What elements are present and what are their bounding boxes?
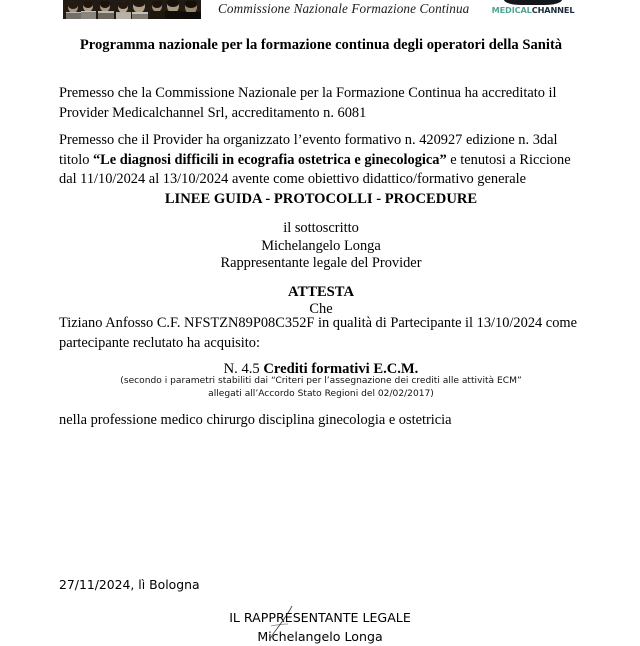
logo-word-channel: CHANNEL — [532, 5, 575, 15]
credits-footnote-line-1: (secondo i parametri stabiliti dai “Criteri per l’assegnazione dei crediti alle attività ECM” — [59, 375, 583, 388]
credits-footnote-line-2: allegati all’Accordo Stato Regioni del 02/02/2017) — [59, 388, 583, 401]
signature-block — [160, 609, 480, 646]
logo-word-medical: MEDICAL — [492, 5, 532, 15]
undersigned-name: Michelangelo Longa — [59, 238, 583, 256]
premesso-evento-text-a: Premesso che il Provider ha organizzato l’evento formativo n. 420927 edizione n. 3dal titolo — [59, 132, 557, 168]
document-header — [0, 0, 640, 26]
che-label: Che — [59, 300, 583, 320]
credits-amount: N. 4.5 — [224, 361, 264, 377]
date-and-place: 27/11/2024, lì Bologna — [59, 576, 200, 593]
paragraph-premesso-accreditamento: Premesso che la Commissione Nazionale per la Formazione Continua ha accreditato il Provider Medicalchannel Srl, accreditamento n. 6081 — [59, 84, 585, 123]
credits-label: Crediti formativi E.C.M. — [263, 361, 418, 377]
attesta-heading: ATTESTA — [59, 283, 583, 303]
training-objective: LINEE GUIDA - PROTOCOLLI - PROCEDURE — [59, 190, 583, 210]
undersigned-label: il sottoscritto — [59, 220, 583, 238]
signer-role: IL RAPPRESENTANTE LEGALE — [160, 609, 480, 628]
profession-line: nella professione medico chirurgo disciplina ginecologia e ostetricia — [59, 411, 585, 431]
page-title: Programma nazionale per la formazione continua degli operatori della Sanità — [59, 36, 583, 56]
undersigned-block — [59, 220, 583, 273]
event-title: “Le diagnosi difficili in ecografia ostetrica e ginecologica” — [93, 152, 447, 168]
medicalchannel-logo — [490, 0, 576, 20]
signer-name: Michelangelo Longa — [160, 628, 480, 646]
participant-statement: Tiziano Anfosso C.F. NFSTZN89P08C352F in qualità di Partecipante il 13/10/2024 come partecipante reclutato ha acquisito: — [59, 314, 585, 353]
premesso-evento-text-b: e tenutosi a Riccione dal 11/10/2024 al 13/10/2024 avente come obiettivo didattico/formativo generale — [59, 152, 571, 188]
paragraph-premesso-evento — [59, 131, 585, 190]
logo-wordmark — [490, 5, 576, 15]
commissione-painting-image — [63, 0, 201, 19]
credits-footnote — [59, 375, 583, 400]
commissione-nazionale-title: Commissione Nazionale Formazione Continua — [218, 0, 486, 17]
undersigned-role: Rappresentante legale del Provider — [59, 255, 583, 273]
